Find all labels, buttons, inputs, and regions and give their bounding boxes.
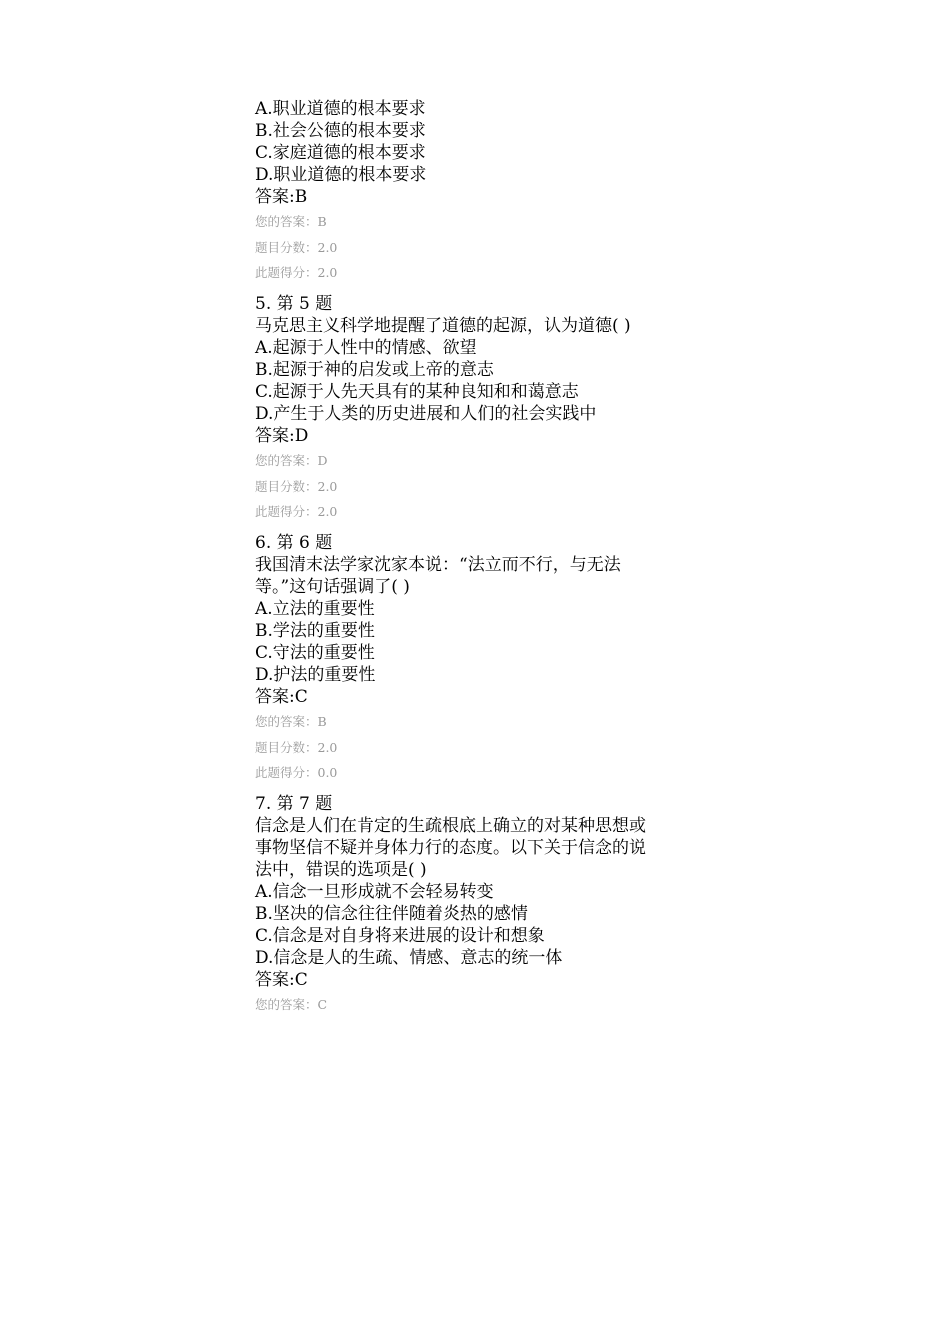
question-stem-line-1: 信念是人们在肯定的生疏根底上确立的对某种思想或 bbox=[255, 816, 646, 836]
option-a: A.起源于人性中的情感、欲望 bbox=[255, 338, 477, 358]
question-stem-line-3: 法中，错误的选项是( ) bbox=[255, 860, 427, 880]
question-stem-line-1: 我国清末法学家沈家本说：“法立而不行，与无法 bbox=[255, 555, 621, 575]
option-b: B.社会公德的根本要求 bbox=[255, 121, 426, 141]
question-score: 题目分数：2.0 bbox=[255, 239, 338, 255]
option-b: B.学法的重要性 bbox=[255, 621, 375, 641]
option-d: D.护法的重要性 bbox=[255, 665, 376, 685]
option-b: B.起源于神的启发或上帝的意志 bbox=[255, 360, 494, 380]
option-d: D.产生于人类的历史进展和人们的社会实践中 bbox=[255, 404, 597, 424]
question-score: 题目分数：2.0 bbox=[255, 478, 338, 494]
your-answer: 您的答案：B bbox=[255, 214, 327, 229]
question-title: 7. 第 7 题 bbox=[255, 794, 333, 814]
question-stem-line-2: 等。”这句话强调了( ) bbox=[255, 577, 410, 597]
answer: 答案:D bbox=[255, 426, 309, 446]
answer: 答案:C bbox=[255, 970, 308, 990]
option-b: B.坚决的信念往往伴随着炎热的感情 bbox=[255, 904, 528, 924]
question-title: 6. 第 6 题 bbox=[255, 533, 333, 553]
question-stem-line-2: 事物坚信不疑并身体力行的态度。以下关于信念的说 bbox=[255, 838, 646, 858]
answer: 答案:C bbox=[255, 687, 308, 707]
question-7 bbox=[255, 793, 715, 1013]
question-title: 5. 第 5 题 bbox=[255, 294, 333, 314]
option-c: C.信念是对自身将来进展的设计和想象 bbox=[255, 926, 545, 946]
earned-score: 此题得分：2.0 bbox=[255, 265, 338, 280]
question-5 bbox=[255, 293, 715, 520]
your-answer: 您的答案：C bbox=[255, 997, 328, 1012]
option-c: C.家庭道德的根本要求 bbox=[255, 143, 426, 163]
answer: 答案:B bbox=[255, 187, 308, 207]
your-answer: 您的答案：D bbox=[255, 453, 328, 468]
option-a: A.职业道德的根本要求 bbox=[255, 99, 426, 119]
question-6 bbox=[255, 532, 715, 781]
question-4 bbox=[255, 98, 715, 281]
question-score: 题目分数：2.0 bbox=[255, 739, 338, 755]
question-stem: 马克思主义科学地提醒了道德的起源，认为道德( ) bbox=[255, 316, 631, 336]
option-a: A.立法的重要性 bbox=[255, 599, 375, 619]
option-a: A.信念一旦形成就不会轻易转变 bbox=[255, 882, 494, 902]
your-answer: 您的答案：B bbox=[255, 714, 327, 729]
earned-score: 此题得分：2.0 bbox=[255, 504, 338, 519]
option-c: C.守法的重要性 bbox=[255, 643, 375, 663]
option-d: D.职业道德的根本要求 bbox=[255, 165, 427, 185]
exam-document bbox=[255, 98, 715, 1023]
option-c: C.起源于人先天具有的某种良知和和蔼意志 bbox=[255, 382, 579, 402]
option-d: D.信念是人的生疏、情感、意志的统一体 bbox=[255, 948, 563, 968]
earned-score: 此题得分：0.0 bbox=[255, 765, 338, 780]
